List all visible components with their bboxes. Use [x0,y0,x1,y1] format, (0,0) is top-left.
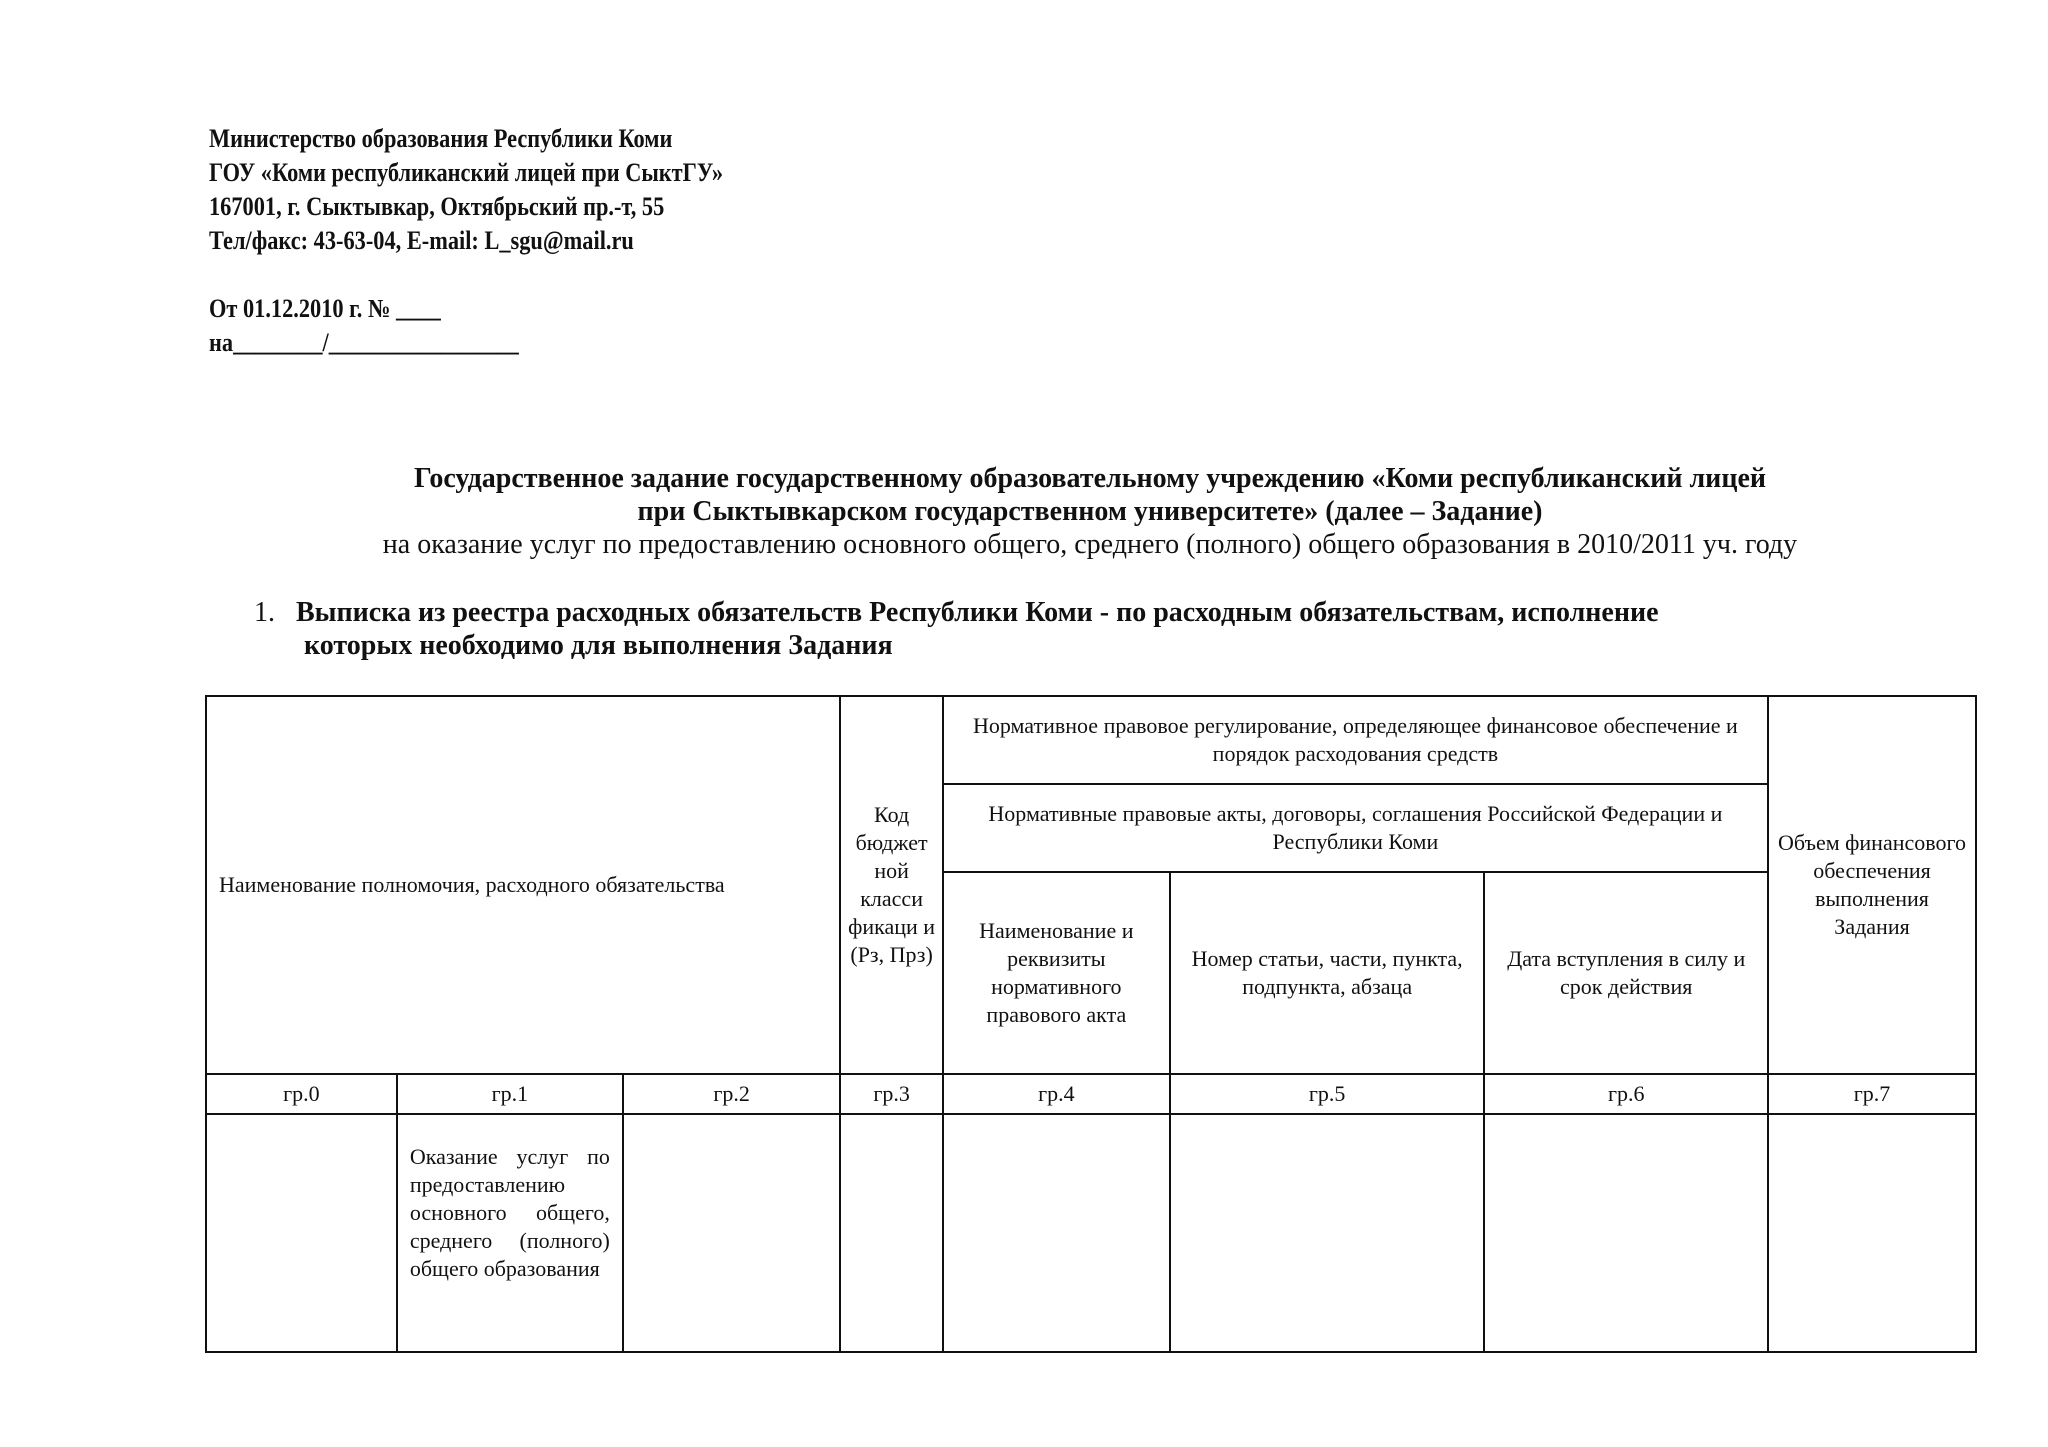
section-heading [254,596,1814,662]
header-effective-date: Дата вступления в силу и срок действия [1484,872,1768,1074]
table-cell [206,1114,397,1352]
obligations-table [205,695,1977,1353]
header-article-number: Номер статьи, части, пункта, подпункта, абзаца [1170,872,1485,1074]
table-cell [1768,1114,1976,1352]
header-obligation-name: Наименование полномочия, расходного обязательства [206,696,840,1074]
column-number: гр.4 [943,1074,1170,1114]
table-cell [1484,1114,1768,1352]
table-cell [1170,1114,1485,1352]
table-cell [943,1114,1170,1352]
column-number: гр.2 [623,1074,841,1114]
table-cell [623,1114,841,1352]
title-line-3: на оказание услуг по предоставлению основного общего, среднего (полного) общего образования в 2010/2011 уч. году [382,529,1798,560]
header-budget-code: Код бюджет ной класси фикаци и (Рз, Прз) [840,696,942,1074]
section-number: 1. [254,597,275,628]
column-number: гр.7 [1768,1074,1976,1114]
header-financing-volume: Объем финансового обеспечения выполнения Задания [1768,696,1976,1074]
table-cell-service: Оказание услуг по предоставлению основного общего, среднего (полного) общего образования [397,1114,623,1352]
header-regulation: Нормативное правовое регулирование, определяющее финансовое обеспечение и порядок расходования средств [943,696,1768,784]
table-cell [840,1114,942,1352]
header-legal-acts: Нормативные правовые акты, договоры, соглашения Российской Федерации и Республики Коми [943,784,1768,872]
section-text-line-2: которых необходимо для выполнения Задания [304,630,893,661]
letterhead [209,122,983,360]
column-number: гр.6 [1484,1074,1768,1114]
column-number: гр.5 [1170,1074,1485,1114]
title-line-1: Государственное задание государственному образовательному учреждению «Коми республиканский лицей [413,463,1767,494]
title-line-2: при Сыктывкарском государственном университете» (далее – Задание) [637,496,1543,527]
reference-line: на________/_________________ [209,328,519,357]
column-number: гр.1 [397,1074,623,1114]
school-line: ГОУ «Коми республиканский лицей при СыктГУ» [209,158,724,187]
header-act-name: Наименование и реквизиты нормативного правового акта [943,872,1170,1074]
table-row [206,1114,1976,1352]
ministry-line: Министерство образования Республики Коми [209,124,673,153]
column-number: гр.3 [840,1074,942,1114]
contact-line: Тел/факс: 43-63-04, E-mail: L_sgu@mail.ru [209,226,634,255]
date-line: От 01.12.2010 г. № ____ [209,294,441,323]
section-text-line-1: Выписка из реестра расходных обязательств Республики Коми - по расходным обязательствам, исполнение [296,597,1659,628]
address-line: 167001, г. Сыктывкар, Октябрьский пр.-т, 55 [209,192,665,221]
column-number: гр.0 [206,1074,397,1114]
document-title [280,462,1900,561]
